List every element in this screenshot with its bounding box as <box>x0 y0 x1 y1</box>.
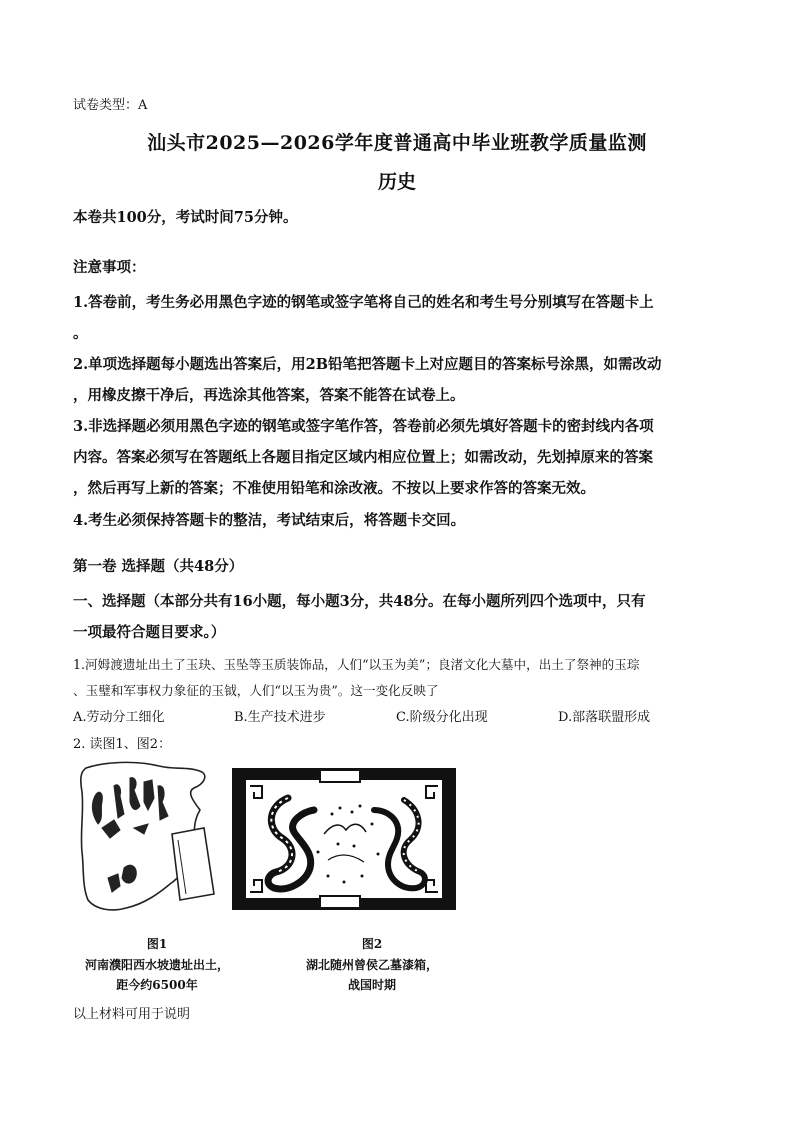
exam-intro: 本卷共100分，考试时间75分钟。 <box>73 209 298 226</box>
paper-type: 试卷类型：A <box>73 98 148 113</box>
figure-1-label: 图1 <box>146 937 168 951</box>
figure-2-caption: 战国时期 <box>347 978 396 992</box>
question-stem: 、玉璧和军事权力象征的玉钺，人们“以玉为贵”。这一变化反映了 <box>73 683 439 698</box>
figure-1-caption: 河南濮阳西水坡遗址出土， <box>84 958 229 972</box>
figure-1-caption: 距今约6500年 <box>116 978 198 992</box>
note-line: 1.答卷前，考生务必用黑色字迹的钢笔或签字笔将自己的姓名和考生号分别填写在答题卡上 <box>73 294 654 311</box>
note-line: ，用橡皮擦干净后，再选涂其他答案，答案不能答在试卷上。 <box>73 387 465 404</box>
question-stem: 2. 读图1、图2： <box>73 737 172 752</box>
section-instruction: 一、选择题（本部分共有16小题，每小题3分，共48分。在每小题所列四个选项中，只有 <box>73 593 646 610</box>
option-b: B.生产技术进步 <box>234 710 326 725</box>
note-line: ，然后再写上新的答案；不准使用铅笔和涂改液。不按以上要求作答的答案无效。 <box>73 480 595 497</box>
notes-heading: 注意事项： <box>73 259 146 276</box>
figure-2-lacquer-box-image <box>228 764 460 914</box>
figure-2-caption: 湖北随州曾侯乙墓漆箱， <box>305 958 438 972</box>
question-stem: 1.河姆渡遗址出土了玉玦、玉坠等玉质装饰品，人们“以玉为美”；良渚文化大墓中，出土了祭神的玉琮 <box>73 657 640 672</box>
exam-title: 汕头市2025—2026学年度普通高中毕业班教学质量监测 <box>147 132 647 154</box>
figure-1-tomb-image <box>74 758 224 918</box>
option-a: A.劳动分工细化 <box>73 710 165 725</box>
note-line: 。 <box>73 325 88 342</box>
note-line: 3.非选择题必须用黑色字迹的钢笔或签字笔作答，答卷前必须先填好答题卡的密封线内各项 <box>73 418 654 435</box>
note-line: 4.考生必须保持答题卡的整洁，考试结束后，将答题卡交回。 <box>73 512 466 529</box>
subject-title: 历史 <box>377 171 416 193</box>
question-2-followup: 以上材料可用于说明 <box>73 1007 191 1022</box>
part-title: 第一卷 选择题（共48分） <box>73 558 244 575</box>
option-c: C.阶级分化出现 <box>396 710 488 725</box>
figure-2-label: 图2 <box>361 937 383 951</box>
section-instruction: 一项最符合题目要求。） <box>73 624 226 641</box>
option-d: D.部落联盟形成 <box>558 710 651 725</box>
note-line: 内容。答案必须写在答题纸上各题目指定区域内相应位置上；如需改动，先划掉原来的答案 <box>73 449 653 466</box>
note-line: 2.单项选择题每小题选出答案后，用2B铅笔把答题卡上对应题目的答案标号涂黑，如需改动 <box>73 356 662 373</box>
